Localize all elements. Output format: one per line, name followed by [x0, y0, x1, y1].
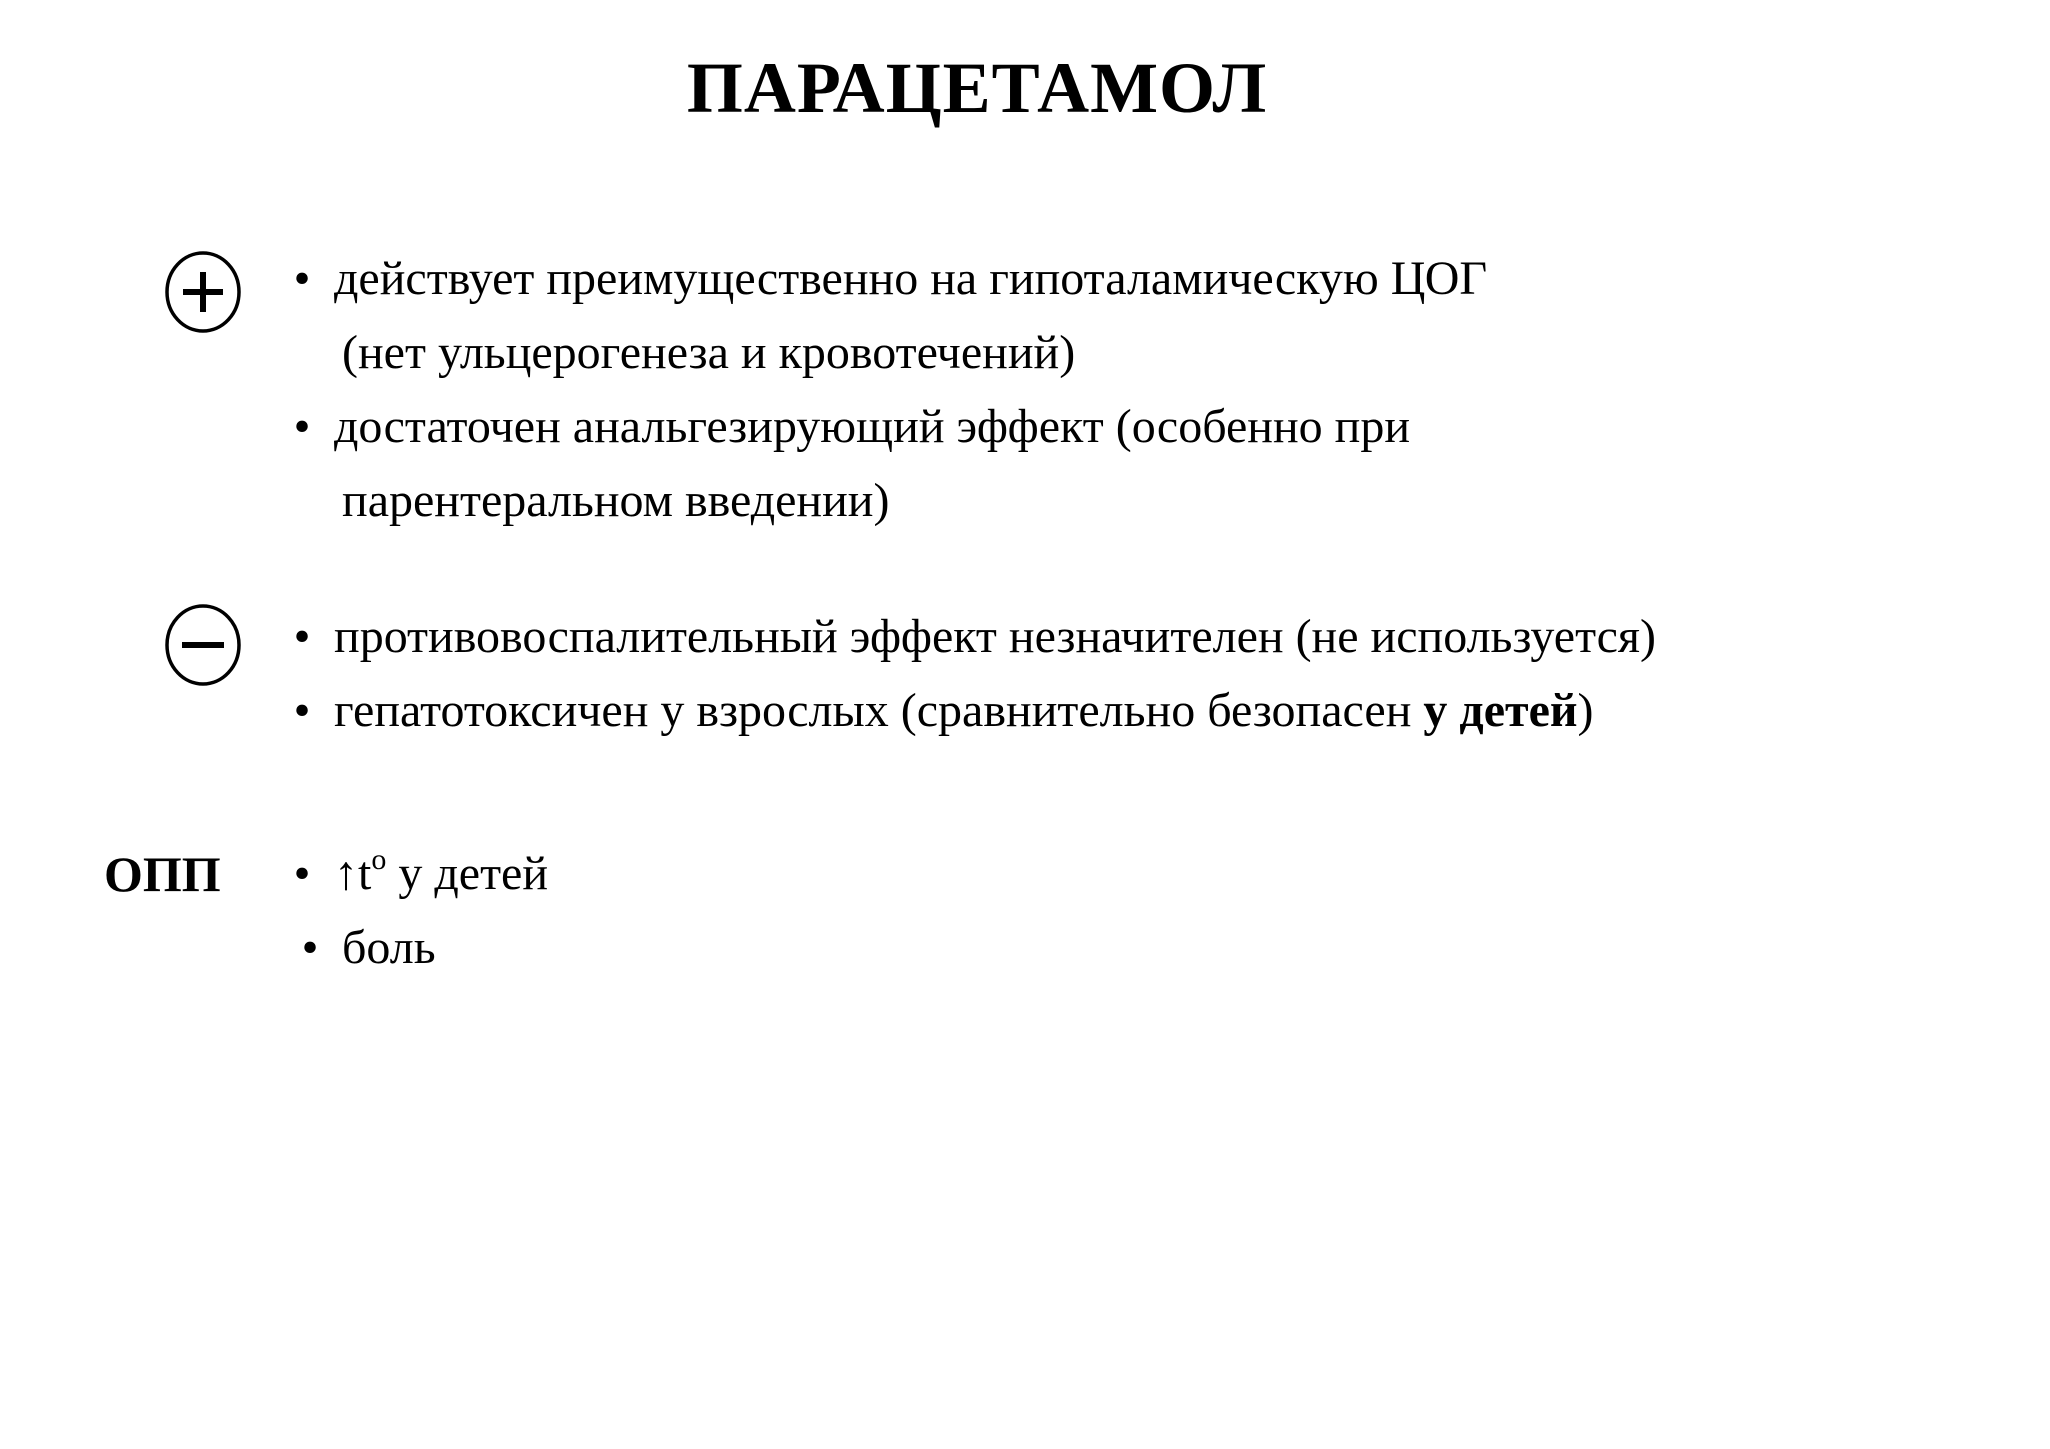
- bullet: •: [293, 847, 311, 900]
- temperature-symbol: t: [358, 847, 372, 900]
- item-text: действует преимущественно на гипоталамическую ЦОГ: [334, 252, 1488, 305]
- item-text-rest: у детей: [386, 847, 549, 900]
- item-text: противовоспалительный эффект незначителен (не используется): [334, 610, 1656, 663]
- item-text: достаточен анальгезирующий эффект (особенно при: [334, 400, 1411, 453]
- indications-list: [0, 837, 2050, 985]
- list-item: [0, 837, 2050, 911]
- item-text-bold: у детей: [1423, 684, 1578, 737]
- item-text: боль: [342, 921, 436, 974]
- cons-list: [0, 600, 2050, 748]
- list-item: [0, 600, 2050, 674]
- list-item: [0, 674, 2050, 748]
- item-text-start: гепатотоксичен у взрослых (сравнительно безопасен: [334, 684, 1424, 737]
- bullet: •: [301, 921, 319, 974]
- item-text-continuation: (нет ульцерогенеза и кровотечений): [342, 326, 1076, 379]
- list-item: [0, 390, 2050, 538]
- list-item: [0, 242, 2050, 390]
- item-text-end: ): [1577, 684, 1594, 737]
- pros-list: [0, 242, 2050, 538]
- item-text-continuation: парентеральном введении): [342, 474, 890, 527]
- list-item: [0, 911, 2050, 985]
- arrow-up-symbol: ↑: [334, 847, 358, 900]
- bullet: •: [293, 252, 311, 305]
- indications-label: ОПП: [104, 846, 221, 902]
- bullet: •: [293, 610, 311, 663]
- bullet: •: [293, 684, 311, 737]
- degree-superscript: о: [371, 843, 387, 876]
- page-title: ПАРАЦЕТАМОЛ: [686, 48, 1268, 128]
- bullet: •: [293, 400, 311, 453]
